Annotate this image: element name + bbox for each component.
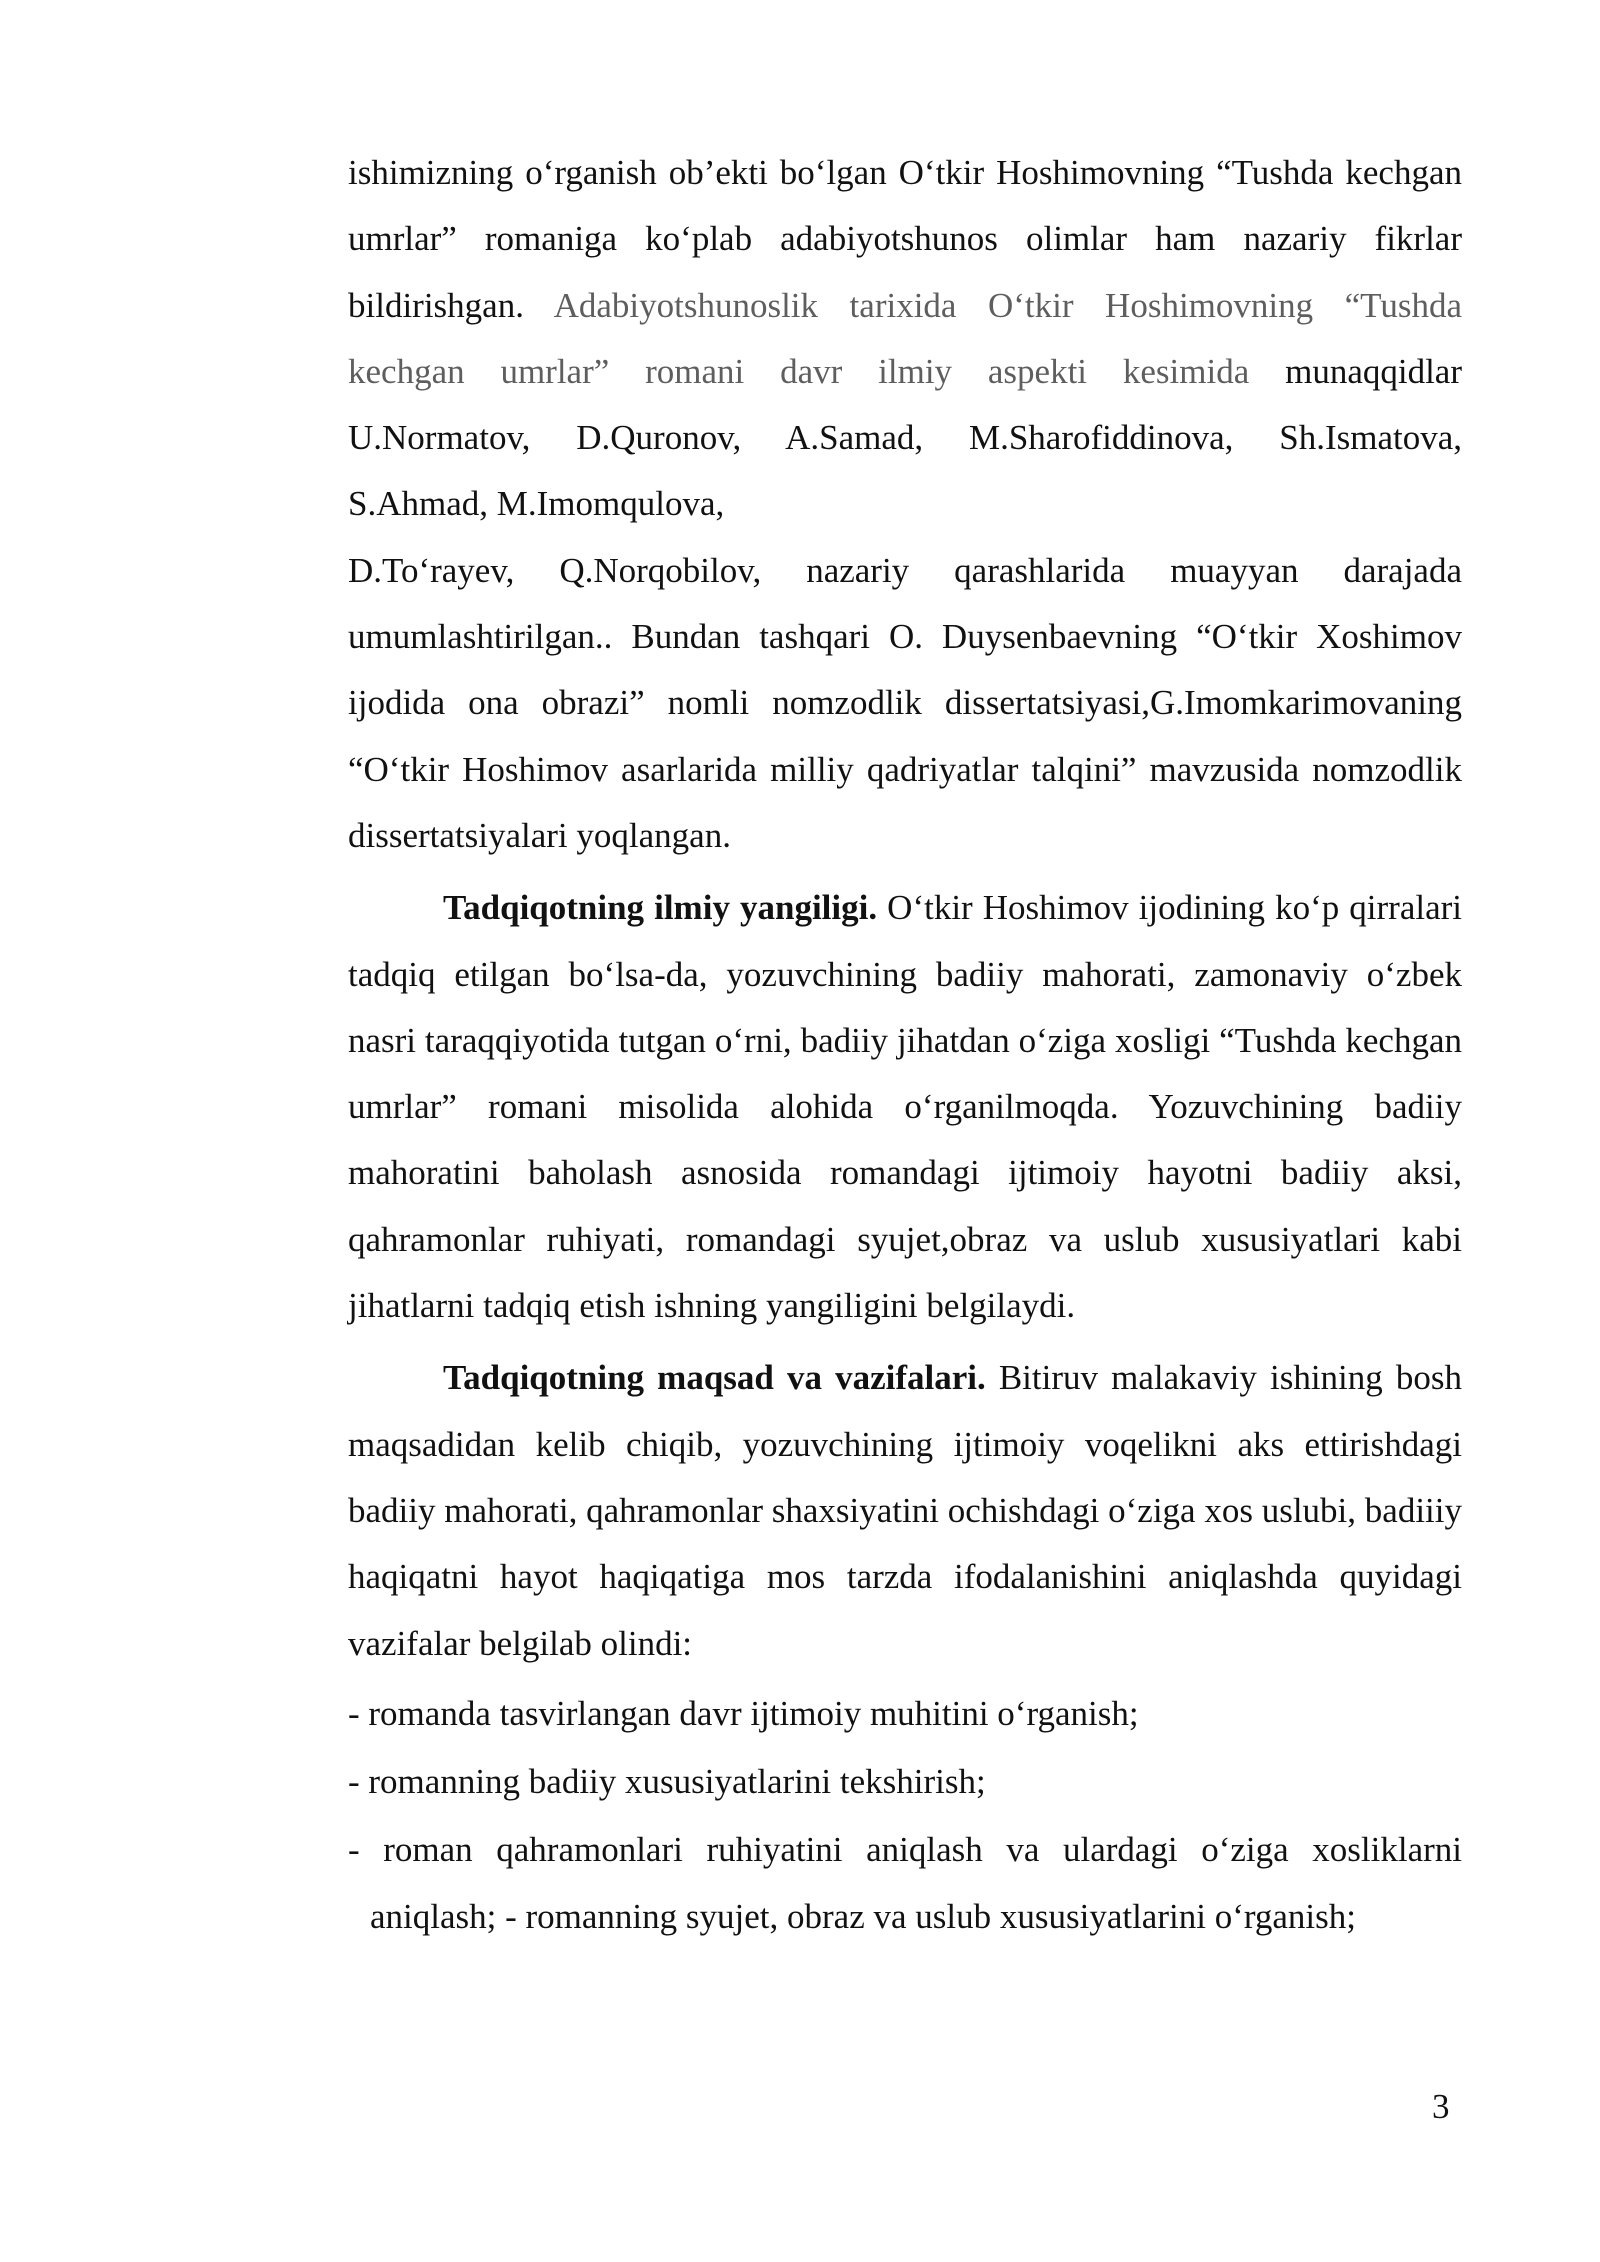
page-content	[348, 140, 1462, 1950]
novelty-text: O‘tkir Hoshimov ijodining ko‘p qirralari tadqiq etilgan bo‘lsa-da, yozuvchining badiiy mahorati, zamonaviy o‘zbek nasri taraqqiyotida tutgan o‘rni, badiiy jihatdan o‘ziga xosligi “Tushda kechgan umrlar” romani misolida alohida o‘rganilmoqda. Yozuvchining badiiy mahoratini baholash asnosida romandagi ijtimoiy hayotni badiiy aksi, qahramonlar ruhiyati, romandagi syujet,obraz va uslub xususiyatlari kabi jihatlarni tadqiq etish ishning yangiligini belgilaydi.	[348, 888, 1463, 1326]
task-list	[348, 1681, 1462, 1950]
review-intro-text: ishimizning o‘rganish ob’ekti bo‘lgan O‘tkir Hoshimovning “Tushda kechgan umrlar” romaniga ko‘plab adabiyotshunos olimlar ham nazariy fikrlar bildirishgan.	[348, 153, 1462, 325]
list-item: - romanning badiiy xususiyatlarini tekshirish;	[348, 1762, 986, 1802]
list-item: - romanda tasvirlangan davr ijtimoiy muhitini o‘rganish;	[348, 1693, 1139, 1733]
list-item: - roman qahramonlari ruhiyatini aniqlash va ulardagi o‘ziga xosliklarni aniqlash; - romanning syujet, obraz va uslub xususiyatlarini o‘rganish;	[348, 1830, 1462, 1936]
novelty-heading: Tadqiqotning ilmiy yangiligi.	[443, 888, 878, 928]
paragraph-goals-tasks	[348, 1345, 1462, 1676]
goals-text: Bitiruv malakaviy ishining bosh maqsadidan kelib chiqib, yozuvchining ijtimoiy voqelikni aks ettirishdagi badiiy mahorati, qahramonlar shaxsiyatini ochishdagi o‘ziga xos uslubi, badiiiy haqiqatni hayot haqiqatiga mos tarzda ifodalanishini aniqlashda quyidagi vazifalar belgilab olindi:	[348, 1358, 1462, 1663]
paragraph-scientific-novelty	[348, 875, 1462, 1339]
review-gray-text: Adabiyotshunoslik tarixida O‘tkir Hoshimovning “Tushda kechgan umrlar” romani davr ilmiy aspekti kesimida	[348, 285, 1462, 391]
review-critics-text: munaqqidlar U.Normatov, D.Quronov, A.Samad, M.Sharofiddinova, Sh.Ismatova, S.Ahmad, M.Imomqulova,	[348, 351, 1462, 524]
review-dissertations-text: D.To‘rayev, Q.Norqobilov, nazariy qarashlarida muayyan darajada umumlashtirilgan.. Bundan tashqari O. Duysenbaevning “O‘tkir Xoshimov ijodida ona obrazi” nomli nomzodlik dissertatsiyasi,G.Imomkarimovaning “O‘tkir Hoshimov asarlarida milliy qadriyatlar talqini” mavzusida nomzodlik dissertatsiyalari yoqlangan.	[348, 550, 1462, 855]
page-number: 3	[1432, 2087, 1450, 2126]
goals-heading: Tadqiqotning maqsad va vazifalari.	[443, 1358, 986, 1398]
paragraph-literature-review	[348, 140, 1462, 869]
